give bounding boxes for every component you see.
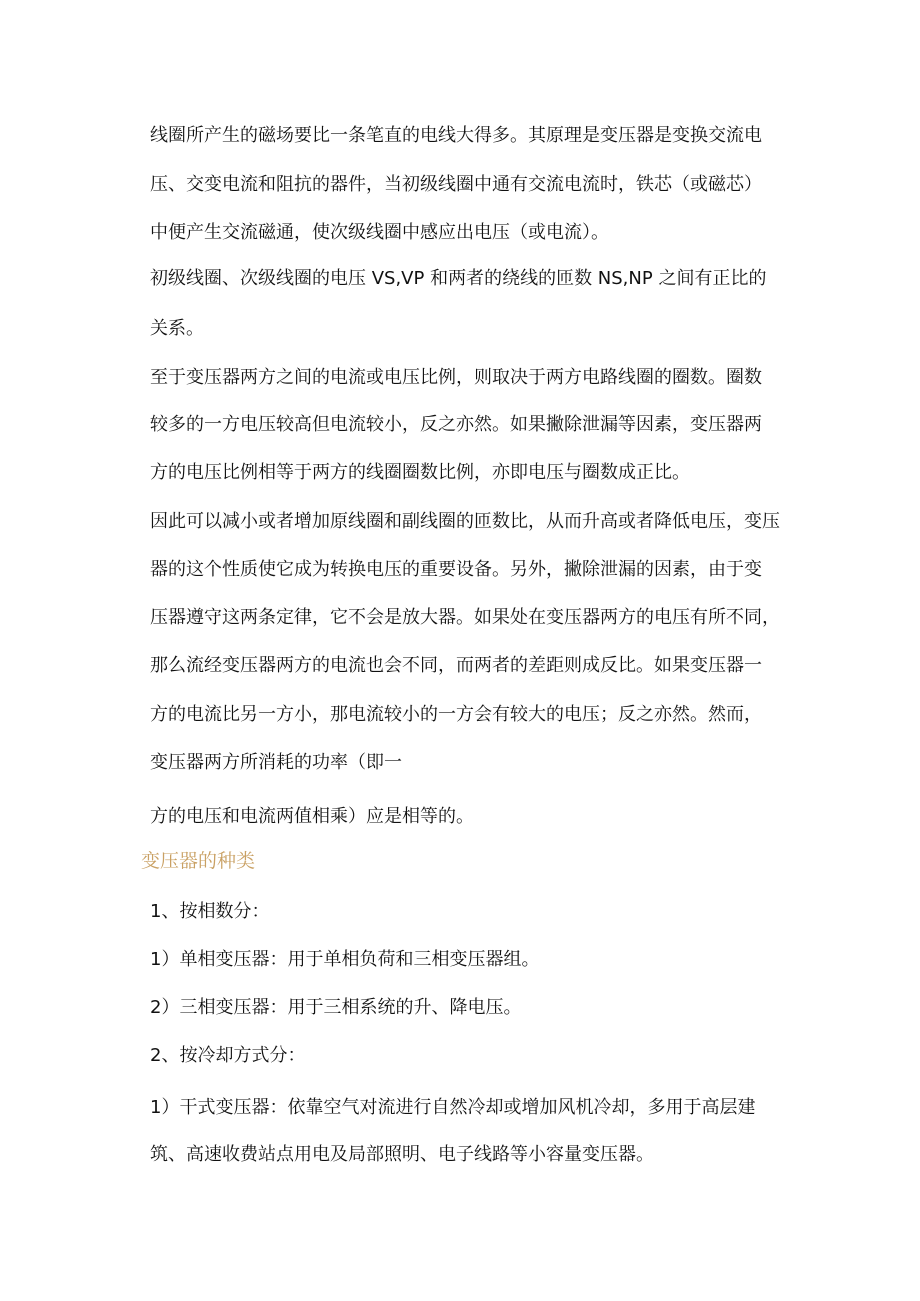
- body-text-line: 器的这个性质使它成为转换电压的重要设备。另外，撇除泄漏的因素，由于变: [150, 559, 762, 580]
- body-text-line: 较多的一方电压较高但电流较小，反之亦然。如果撇除泄漏等因素，变压器两: [150, 414, 762, 435]
- list-line: 筑、高速收费站点用电及局部照明、电子线路等小容量变压器。: [150, 1144, 654, 1165]
- list-line: 2）三相变压器：用于三相系统的升、降电压。: [150, 997, 522, 1018]
- body-text-line: 方的电流比另一方小，那电流较小的一方会有较大的电压；反之亦然。然而，: [150, 704, 762, 725]
- body-text-line: 变压器两方所消耗的功率（即一: [150, 752, 402, 773]
- body-text-line: 关系。: [150, 318, 204, 339]
- body-text-line: 至于变压器两方之间的电流或电压比例，则取决于两方电路线圈的圈数。圈数: [150, 367, 762, 388]
- list-line: 2、按冷却方式分：: [150, 1045, 306, 1066]
- body-text-line: 方的电压和电流两值相乘）应是相等的。: [150, 806, 474, 827]
- body-text-line: 中便产生交流磁通，使次级线圈中感应出电压（或电流）。: [150, 222, 609, 243]
- body-text-line: 线圈所产生的磁场要比一条笔直的电线大得多。其原理是变压器是变换交流电: [150, 125, 762, 146]
- body-text-line: 那么流经变压器两方的电流也会不同，而两者的差距则成反比。如果变压器一: [150, 655, 762, 676]
- list-line: 1、按相数分：: [150, 901, 270, 922]
- section-heading: 变压器的种类: [141, 850, 256, 872]
- body-text-line: 初级线圈、次级线圈的电压 VS,VP 和两者的绕线的匝数 NS,NP 之间有正比的: [150, 268, 767, 289]
- body-text-line: 方的电压比例相等于两方的线圈圈数比例，亦即电压与圈数成正比。: [150, 462, 690, 483]
- body-text-line: 压器遵守这两条定律，它不会是放大器。如果处在变压器两方的电压有所不同，: [150, 607, 780, 628]
- list-line: 1）单相变压器：用于单相负荷和三相变压器组。: [150, 949, 540, 970]
- list-line: 1）干式变压器：依靠空气对流进行自然冷却或增加风机冷却，多用于高层建: [150, 1097, 756, 1118]
- body-text-line: 因此可以减小或者增加原线圈和副线圈的匝数比，从而升高或者降低电压，变压: [150, 511, 780, 532]
- body-text-line: 压、交变电流和阻抗的器件，当初级线圈中通有交流电流时，铁芯（或磁芯）: [150, 174, 762, 195]
